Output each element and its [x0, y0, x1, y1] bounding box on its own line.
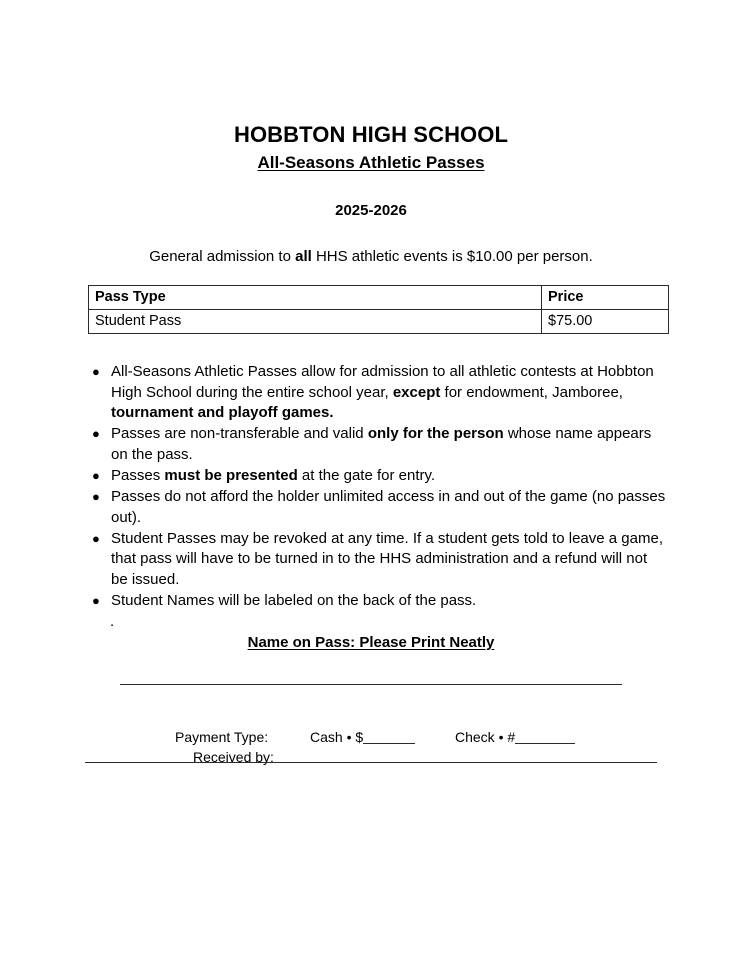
list-item: [92, 487, 667, 528]
school-year: 2025-2026: [335, 202, 407, 219]
payment-type-label: Payment Type:: [175, 729, 269, 745]
column-header-price: Price: [542, 286, 669, 310]
received-by-label: Received by:: [193, 749, 274, 765]
bullet-icon: ●: [92, 530, 100, 546]
list-item-text-1: Passes do not afford the holder unlimited access in and out of the game (no passes out).: [111, 488, 666, 526]
name-on-pass-heading-text: Name on Pass: Please Print Neatly: [247, 634, 495, 651]
list-item-bold-1: must be presented: [164, 466, 298, 484]
list-item: [92, 466, 667, 487]
list-item-text-1: All-Seasons Athletic Passes allow for admission to all athletic contests at Hobbton High School during the entire school year,: [111, 363, 654, 401]
page-subtitle-text: All-Seasons Athletic Passes: [257, 153, 485, 172]
list-item: [92, 424, 667, 465]
list-item-text-1: Student Passes may be revoked at any time. If a student gets told to leave a game, that pass will have to be turned in to the HHS administration and a refund will not be issued.: [111, 529, 663, 588]
payment-type-row: [0, 729, 742, 747]
list-item-bold-2: tournament and playoff games.: [111, 404, 334, 422]
name-signature-line[interactable]: [120, 684, 622, 685]
stray-period: .: [110, 613, 115, 630]
payment-check-label: Check • #: [455, 729, 516, 745]
table-header-row: [89, 286, 669, 310]
bullet-icon: ●: [92, 467, 100, 483]
cell-pass-type: Student Pass: [89, 310, 542, 334]
list-item-text-2: at the gate for entry.: [297, 466, 436, 484]
list-item-text-1: Student Names will be labeled on the back of the pass.: [111, 592, 477, 610]
table-row: [89, 310, 669, 334]
bullet-icon: ●: [92, 426, 100, 442]
list-item-text-1: Passes: [111, 466, 165, 484]
bullet-icon: ●: [92, 489, 100, 505]
admission-prefix: General admission to: [149, 248, 296, 265]
list-item-bold-1: only for the person: [367, 425, 504, 443]
list-item: [92, 591, 667, 612]
list-item: [92, 529, 667, 591]
bullet-icon: ●: [92, 364, 100, 379]
bottom-divider: [85, 762, 657, 763]
admission-emphasis: all: [295, 248, 312, 265]
page-subtitle: [0, 153, 742, 173]
list-item-text-2: for endowment, Jamboree,: [440, 383, 623, 401]
admission-suffix: HHS athletic events is $10.00 per person.: [311, 248, 593, 265]
list-item-text-2: whose name appears on the pass.: [111, 425, 652, 463]
payment-check-option[interactable]: [455, 729, 575, 745]
payment-check-number-blank[interactable]: [515, 731, 575, 744]
bullet-icon: ●: [92, 593, 100, 609]
general-admission-line: [0, 248, 742, 265]
name-on-pass-heading: [0, 634, 742, 651]
list-item: [92, 362, 667, 424]
list-item-text-1: Passes are non-transferable and valid: [111, 425, 368, 443]
received-by-row: [0, 749, 742, 767]
terms-list: [92, 362, 667, 612]
price-table: [88, 285, 669, 334]
page-title: HOBBTON HIGH SCHOOL: [233, 122, 509, 147]
payment-cash-label: Cash • $: [310, 729, 364, 745]
cell-price: $75.00: [542, 310, 669, 334]
payment-cash-option[interactable]: [310, 729, 415, 745]
column-header-pass-type: Pass Type: [89, 286, 542, 310]
payment-cash-amount-blank[interactable]: [363, 731, 415, 744]
list-item-bold-1: except: [392, 383, 441, 401]
